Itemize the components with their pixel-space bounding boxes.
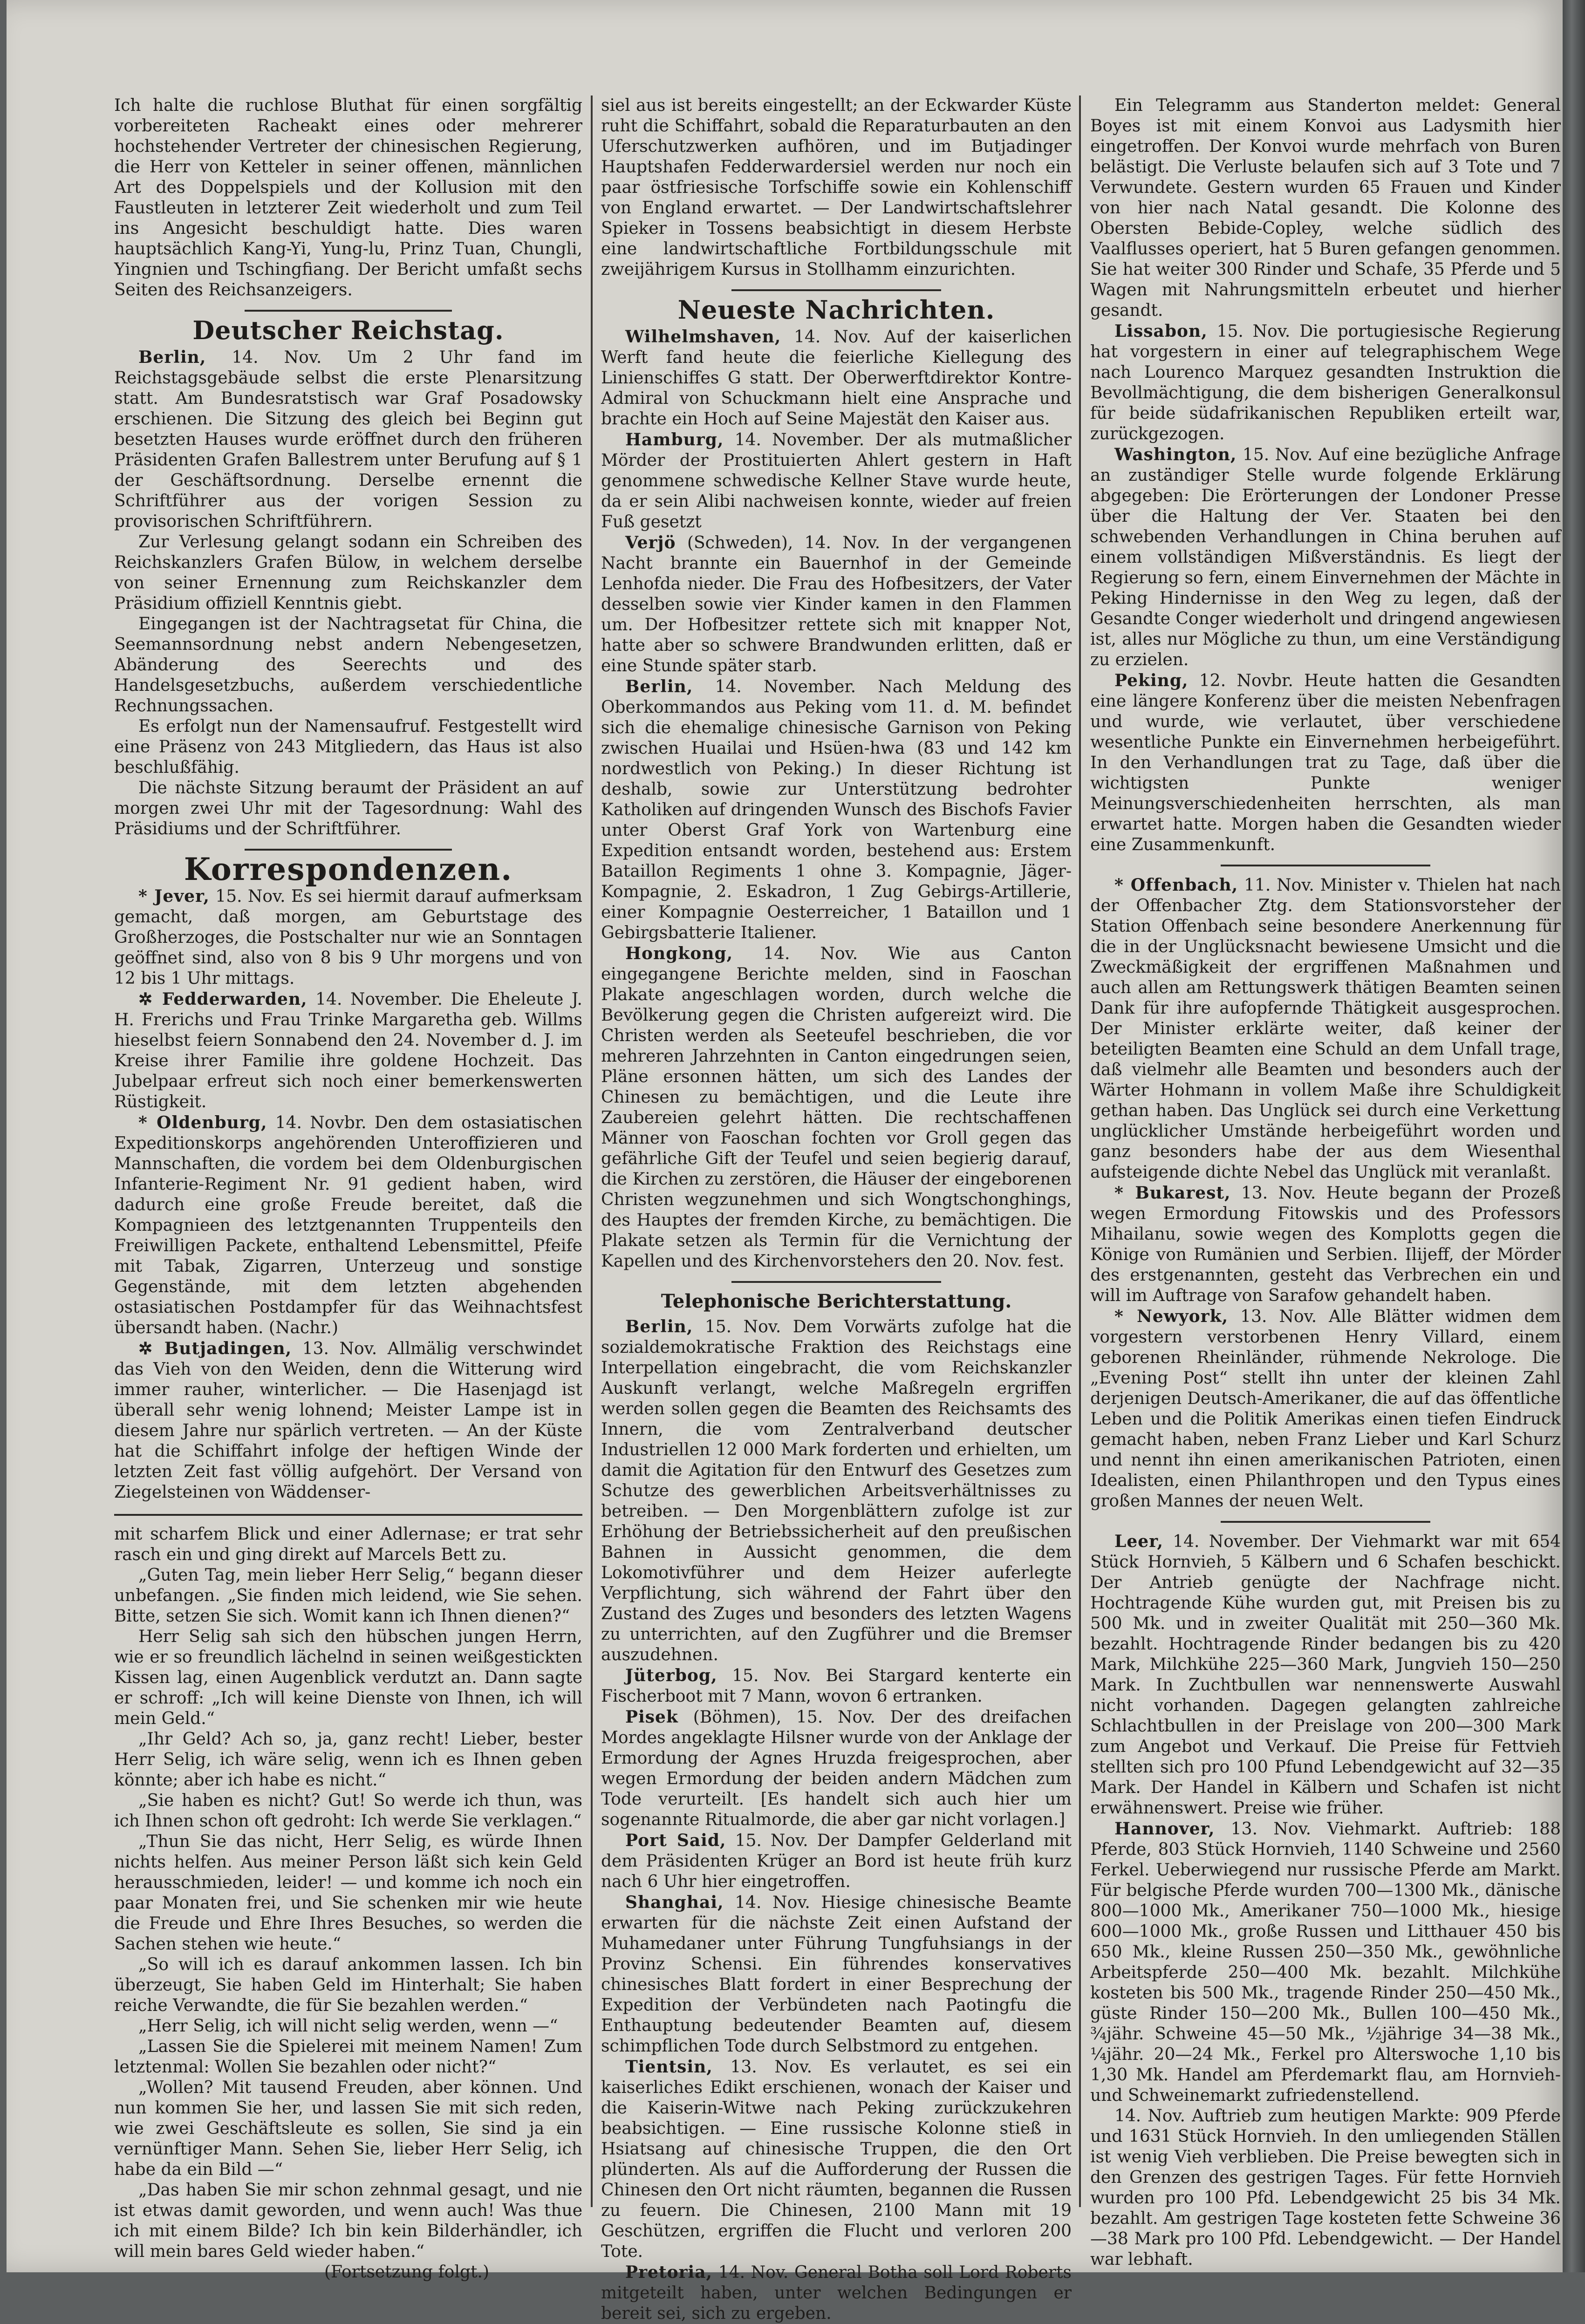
dateline-place: * Jever, [138, 886, 210, 906]
reichstag-paragraph: Die nächste Sitzung beraumt der Präsident an auf morgen zwei Uhr mit der Tagesordnung: Wahl des Präsidiums und der Schriftführer. [114, 778, 582, 838]
news-item [1090, 321, 1561, 444]
dateline-place: Tientsin, [625, 2057, 713, 2077]
article-text: 15. Nov. Bei Stargard kenterte ein Fischerboot mit 7 Mann, wovon 6 ertranken. [601, 1666, 1072, 1706]
dateline-place: Wilhelmshaven, [625, 327, 781, 347]
market-report [1090, 1531, 1561, 1819]
dateline-place: Port Said, [625, 1831, 726, 1850]
feuilleton-paragraph: „Das haben Sie mir schon zehnmal gesagt, und nie ist etwas damit geworden, und wenn auch! Was thue ich mit einem Bilde? Ich bin kein Bilderhändler, ich will mein bares Geld wieder haben.“ [114, 2181, 582, 2261]
news-item [1090, 1183, 1561, 1306]
feuilleton-paragraph: „So will ich es darauf ankommen lassen. Ich bin überzeugt, Sie haben Geld im Hinterhalt; Sie haben reiche Verwandte, die für Sie bezahlen werden.“ [114, 1955, 582, 2015]
dateline-place: Berlin, [138, 348, 206, 367]
section-rule [731, 1281, 941, 1283]
feuilleton-rule [114, 1514, 582, 1516]
article-text: 13. Nov. Alle Blätter widmen dem vorgestern verstorbenen Henry Villard, einem geborenen Rheinländer, rühmende Nekrologe. Die „Evening Post“ stellt ihn unter der kleinen Zahl derjenigen Deutsch-Amerikaner, die auf das öffentliche Leben und die Politik Amerikas einen tiefen Eindruck gemacht haben, neben Franz Lieber und Karl Schurz und nennt ihn einen amerikanischen Patrioten, einen Idealisten, einen Philanthropen und den Typus eines großen Mannes der neuen Welt. [1090, 1307, 1561, 1511]
article-text: 15. Nov. Es sei hiermit darauf aufmerksam gemacht, daß morgen, am Geburtstage des Großherzoges, die Postschalter nur wie an Sonntagen geöffnet sind, also von 8 bis 9 Uhr morgens und von 12 bis 1 Uhr mittags. [114, 887, 582, 988]
feuilleton-paragraph: „Thun Sie das nicht, Herr Selig, es würde Ihnen nichts helfen. Aus meiner Person läßt sich kein Geld herausschmieden, leider! — und komme ich noch ein paar Monaten frei, und Sie schenken mir wie heute die Freude und Ehre Ihres Besuches, so werden die Sachen stehen wie heute.“ [114, 1832, 582, 1954]
reichstag-report [114, 347, 582, 532]
column-1 [114, 95, 582, 2282]
section-rule [1221, 1521, 1430, 1523]
dateline-place: ✲ Fedderwarden, [138, 989, 307, 1009]
dateline-place: * Oldenburg, [138, 1113, 267, 1132]
reichstag-paragraph: Es erfolgt nun der Namensaufruf. Festgestellt wird eine Präsenz von 243 Mitgliedern, das Haus ist also beschlußfähig. [114, 717, 582, 777]
dateline-place: Jüterbog, [625, 1666, 717, 1685]
section-rule [245, 849, 452, 851]
article-text: (Schweden), 14. Nov. In der vergangenen Nacht brannte ein Bauernhof in der Gemeinde Lenhofda nieder. Die Frau des Hofbesitzers, der Vater desselben sowie vier Kinder kamen in den Flammen um. Der Hofbesitzer rettete sich mit knapper Not, hatte aber so schwere Brandwunden erlitten, daß er eine Stunde später starb. [601, 533, 1072, 675]
news-item [601, 1830, 1072, 1892]
market-report: 14. Nov. Auftrieb zum heutigen Markte: 909 Pferde und 1631 Stück Hornvieh. In den umliegenden Ställen ist wenig Vieh verblieben. Die Preise bewegten sich in den Grenzen des gestrigen Tages. Für fette Hornvieh wurden pro 100 Pfd. Lebendgewicht 25 bis 34 Mk. bezahlt. Am gestrigen Tage kosteten fette Schweine 36—38 Mark pro 100 Pfd. Lebendgewicht. — Der Handel war lebhaft. [1090, 2106, 1561, 2269]
dateline-place: Peking, [1114, 671, 1189, 690]
feuilleton-paragraph: mit scharfem Blick und einer Adlernase; er trat sehr rasch ein und ging direkt auf Marcels Bett zu. [114, 1525, 582, 1564]
dateline-place: Hamburg, [625, 430, 724, 450]
article-text: 14. Nov. General Botha soll Lord Roberts mitgeteilt haben, unter welchen Bedingungen er bereit sei, sich zu ergeben. [601, 2263, 1072, 2323]
reichstag-paragraph: Zur Verlesung gelangt sodann ein Schreiben des Reichskanzlers Grafen Bülow, in welchem derselbe von seiner Ernennung zum Reichskanzler dem Präsidium offiziell Kenntnis giebt. [114, 532, 582, 613]
telephone-report-heading: Telephonische Berichterstattung. [661, 1290, 1012, 1312]
market-report [1090, 1819, 1561, 2106]
feuilleton-paragraph: „Sie haben es nicht? Gut! So werde ich thun, was ich Ihnen schon oft gedroht: Ich werde Sie verklagen.“ [114, 1791, 582, 1831]
feuilleton-section [114, 1524, 582, 2283]
article-text: 14. Nov. Hiesige chinesische Beamte erwarten für die nächste Zeit einen Aufstand der Muhamedaner unter Führung Tungfuhsiangs in der Provinz Schensi. Ein führendes konservatives chinesisches Blatt fordert in einer Besprechung der Expedition der Verbündeten nach Paotingfu die Enthauptung bedeutender Beamten auf, diesem schimpflichen Tode durch Selbstmord zu entgehen. [601, 1893, 1072, 2056]
dateline-place: Pisek [625, 1707, 678, 1727]
dateline-place: ✲ Butjadingen, [138, 1339, 292, 1358]
news-item [1090, 444, 1561, 670]
news-item [601, 532, 1072, 676]
column-divider-2 [1079, 95, 1081, 2207]
news-item [601, 943, 1072, 1272]
news-item [601, 429, 1072, 532]
column-divider-1 [591, 95, 593, 2207]
column-3 [1090, 95, 1561, 2269]
latest-news-heading: Neueste Nachrichten. [677, 295, 995, 325]
article-text: 15. Nov. Auf eine bezügliche Anfrage an zuständiger Stelle wurde folgende Erklärung abgegeben: Die Erörterungen der Londoner Presse über die Haltung der Ver. Staaten bei den schwebenden Verhandlungen in China beruhen auf einem vollständigen Mißverständnis. Es liegt der Regierung so fern, einem Einvernehmen der Mächte in Peking Hindernisse in den Weg zu legen, daß der Gesandte Conger wiederholt und dringend angewiesen ist, alles nur Mögliche zu thun, um eine Verständigung zu erzielen. [1090, 445, 1561, 669]
news-item [601, 2262, 1072, 2324]
article-text: 15. Nov. Der Dampfer Gelderland mit dem Präsidenten Krüger an Bord ist heute früh kurz nach 6 Uhr hier eingetroffen. [601, 1831, 1072, 1891]
dateline-place: * Newyork, [1114, 1307, 1229, 1326]
section-rule [1221, 865, 1430, 866]
dateline-place: Hannover, [1114, 1819, 1215, 1839]
article-text: 14. November. Der als mutmaßlicher Mörder der Prostituierten Ahlert gestern in Haft genommene schwedische Kellner Stave wurde heute, da er sein Alibi nachweisen konnte, wieder auf freien Fuß gesetzt [601, 430, 1072, 532]
article-text: 14. November. Die Eheleute J. H. Frerichs und Frau Trinke Margaretha geb. Willms hieselbst feiern Sonnabend den 24. November d. J. im Kreise ihrer Familie ihre goldene Hochzeit. Das Jubelpaar erfreut sich noch einer bemerkenswerten Rüstigkeit. [114, 990, 582, 1111]
news-item [601, 327, 1072, 429]
reichstag-heading: Deutscher Reichstag. [192, 315, 504, 345]
news-item [114, 989, 582, 1112]
dateline-place: Shanghai, [625, 1893, 724, 1912]
dateline-place: Verjö [625, 533, 676, 552]
article-text: (Böhmen), 15. Nov. Der des dreifachen Mordes angeklagte Hilsner wurde von der Anklage der Ermordung der Agnes Hruzda freigesprochen, aber wegen Ermordung der beiden andern Mädchen zum Tode verurteilt. [Es handelt sich auch hier um sogenannte Ritualmorde, die aber gar nicht vorlagen.] [601, 1708, 1072, 1829]
section-rule [245, 310, 452, 312]
news-item [1090, 1306, 1561, 1512]
news-item [601, 1892, 1072, 2057]
article-text: 13. Nov. Es verlautet, es sei ein kaiserliches Edikt erschienen, wonach der Kaiser und die Kaiserin-Witwe nach Peking zurückzukehren beabsichtigen. — Eine russische Kolonne stieß in Hsiatsang auf chinesische Truppen, die den Ort plünderten. Als auf die Aufforderung der Russen die Chinesen den Ort nicht räumten, begannen die Russen zu feuern. Die Chinesen, 2100 Mann mit 19 Geschützen, ergriffen die Flucht und verloren 200 Tote. [601, 2058, 1072, 2261]
feuilleton-paragraph: „Ihr Geld? Ach so, ja, ganz recht! Lieber, bester Herr Selig, ich wäre selig, wenn ich es Ihnen geben könnte; aber ich habe es nicht.“ [114, 1730, 582, 1790]
article-text: 14. Nov. Auf der kaiserlichen Werft fand heute die feierliche Kiellegung des Linienschiffes G statt. Der Oberwerftdirektor Kontre-Admiral von Schuckmann hielt eine Ansprache und brachte ein Hoch auf Seine Majestät den Kaiser aus. [601, 327, 1072, 429]
news-item [114, 1112, 582, 1338]
article-text: 14. November. Nach Meldung des Oberkommandos aus Peking vom 11. d. M. befindet sich die ehemalige chinesische Garnison von Peking zwischen Huailai und Hsüen-hwa (83 und 142 km nordwestlich von Peking.) In dieser Richtung ist deshalb, sowie zur Unterstützung bedrohter Katholiken auf dringenden Wunsch des Bischofs Favier unter Oberst Graf York von Wartenburg eine Expedition entsandt worden, bestehend aus: Erstem Bataillon Regiments 1 ohne 3. Kompagnie, Jäger-Kompagnie, 2. Eskadron, 1 Zug Gebirgs-Artillerie, einer Kompagnie Oesterreicher, 1 Bataillon und 1 Gebirgsbatterie Italiener. [601, 677, 1072, 942]
dateline-place: Washington, [1114, 445, 1237, 464]
article-text: 11. Nov. Minister v. Thielen hat nach der Offenbacher Ztg. dem Stationsvorsteher der Station Offenbach seine besondere Anerkennung für die in der Unglücksnacht bewiesene Umsicht und die Zweckmäßigkeit der ergriffenen Maßnahmen und auch allen am Rettungswerk thätigen Beamten seinen Dank für ihre aufopfernde Thätigkeit ausgesprochen. Der Minister erklärte weiter, daß keiner der beteiligten Beamten eine Schuld an dem Unfall trage, daß vielmehr alle Beamten und besonders auch der Wärter Hohmann in vollem Maße ihre Schuldigkeit gethan haben. Das Unglück sei durch eine Verkettung unglücklicher Umstände herbeigeführt worden und ganz besonders habe der aus dem Wiesenthal aufsteigende dichte Nebel das Unglück mit veranlaßt. [1090, 876, 1561, 1182]
article-text: 14. Nov. Um 2 Uhr fand im Reichstagsgebäude selbst die erste Plenarsitzung statt. Am Bundesratstisch war Graf Posadowsky erschienen. Die Sitzung des gleich bei Beginn gut besetzten Hauses wurde eröffnet durch den früheren Präsidenten Grafen Ballestrem unter Berufung auf § 1 der Geschäftsordnung. Derselbe ernennt die Schriftführer aus der vorigen Session zu provisorischen Schriftführern. [114, 348, 582, 531]
news-item [601, 1665, 1072, 1707]
dateline-place: * Bukarest, [1114, 1183, 1231, 1203]
article-text: 14. November. Der Viehmarkt war mit 654 Stück Hornvieh, 5 Kälbern und 6 Schafen beschickt. Der Antrieb genügte der Nachfrage nicht. Hochtragende Kühe wurden gut, mit Preisen bis zu 500 Mk. und in zweiter Qualität mit 250—360 Mk. bezahlt. Hochtragende Rinder bedangen bis zu 420 Mark, Milchkühe 225—360 Mark, Jungvieh 150—250 Mark. In Zuchtbullen war nennenswerte Auswahl nicht vorhanden. Dagegen gelangten zahlreiche Schlachtbullen in der Preislage von 200—300 Mark zum Angebot und Verkauf. Die Preise für Fettvieh stellten sich pro 100 Pfund Lebendgewicht auf 32—35 Mark. Der Handel in Kälbern und Schafen ist nicht erwähnenswert. Preise wie früher. [1090, 1532, 1561, 1818]
news-item [114, 886, 582, 989]
news-item [601, 2057, 1072, 2262]
article-text: 13. Nov. Heute begann der Prozeß wegen Ermordung Fitowskis und des Professors Mihailanu, sowie wegen des Komplotts gegen die Könige von Rumänien und Serbien. Ilijeff, der Mörder des erstgenannten, gesteht das Verbrechen ein und will im Auftrage von Sarafow gehandelt haben. [1090, 1184, 1561, 1305]
dateline-place: Berlin, [625, 677, 693, 696]
news-item [601, 1707, 1072, 1830]
article-text: 13. Nov. Allmälig verschwindet das Vieh von den Weiden, denn die Witterung wird immer rauher, winterlicher. — Die Hasenjagd ist überall sehr wenig lohnend; Meister Lampe ist in diesem Jahre nur spärlich vertreten. — An der Küste hat die Schiffahrt infolge der heftigen Winde der letzten Zeit fast völlig aufgehört. Der Versand von Ziegelsteinen von Wäddenser- [114, 1339, 582, 1502]
article-text: 14. Nov. Wie aus Canton eingegangene Berichte melden, sind in Faoschan Plakate angeschlagen worden, durch welche die Bevölkerung gegen die Christen aufgereizt wird. Die Christen werden als Seeteufel beschrieben, die vor mehreren Jahrzehnten in Canton eingedrungen seien, Pläne ersonnen hätten, um sich des Landes der Chinesen zu bemächtigen, und die Leute ihre Zaubereien gelehrt hätten. Die rechtschaffenen Männer von Faoschan fochten vor Groll gegen das gefährliche Gift der Teufel und seien begierig darauf, die Kirchen zu zerstören, die Häuser der eingeborenen Christen wegzunehmen und sich Wongtschonghings, des Hauptes der fremden Kirche, zu bemächtigen. Die Plakate setzen als Termin für die Vernichtung der Kapellen und des Kirchenvorstehers den 20. Nov. fest. [601, 944, 1072, 1271]
article-text: 12. Novbr. Heute hatten die Gesandten eine längere Konferenz über die meisten Nebenfragen und wurde, wie verlautet, über verschiedene wesentliche Punkte ein Einvernehmen herbeigeführt. In den Verhandlungen trat zu Tage, daß über die wichtigsten Punkte weniger Meinungsverschiedenheiten herrschten, als man erwartet hatte. Morgen haben die Gesandten wieder eine Zusammenkunft. [1090, 671, 1561, 854]
continuation-note: (Fortsetzung folgt.) [324, 2263, 489, 2282]
column-2 [601, 95, 1072, 2323]
article-text: 13. Nov. Viehmarkt. Auftrieb: 188 Pferde, 803 Stück Hornvieh, 1140 Schweine und 2560 Ferkel. Ueberwiegend nur russische Pferde am Markt. Für belgische Pferde wurden 700—1300 Mk., dänische 800—1000 Mk., Amerikaner 750—1000 Mk., hiesige 600—1000 Mk., große Russen und Litthauer 450 bis 650 Mk., kleine Russen 250—350 Mk., gewöhnliche Arbeitspferde 250—400 Mk. bezahlt. Milchkühe kosteten bis 500 Mk., tragende Rinder 250—450 Mk., güste Rinder 150—200 Mk., Bullen 100—450 Mk., ¾jähr. Schweine 45—50 Mk., ½jährige 34—38 Mk., ¼jähr. 20—24 Mk., Ferkel pro Alterswoche 1,10 bis 1,30 Mk. Handel am Pferdemarkt flau, am Hornvieh- und Schweinemarkt zufriedenstellend. [1090, 1820, 1561, 2105]
section-rule [731, 289, 941, 291]
article-text: 14. Novbr. Den dem ostasiatischen Expeditionskorps angehörenden Unteroffizieren und Mannschaften, die vordem bei dem Oldenburgischen Infanterie-Regiment Nr. 91 gedient haben, wird dadurch eine große Freude bereitet, daß die Kompagnieen des letztgenannten Truppenteils den Freiwilligen Packete, enthaltend Lebensmittel, Pfeife mit Tabak, Zigarren, Unterzeug und sonstige Gegenstände, mit dem letzten abgehenden ostasiatischen Postdampfer für das Weihnachtsfest übersandt haben. (Nachr.) [114, 1113, 582, 1337]
telegram-paragraph: Ein Telegramm aus Standerton meldet: General Boyes ist mit einem Konvoi aus Ladysmith hier eingetroffen. Der Konvoi wurde mehrfach von Buren belästigt. Die Verluste belaufen sich auf 3 Tote und 7 Verwundete. Gestern wurden 65 Frauen und Kinder von hier nach Natal gesandt. Die Kolonne des Obersten Bebide-Copley, welche südlich des Vaalflusses operiert, hat 5 Buren gefangen genommen. Sie hat weiter 300 Rinder und Schafe, 35 Pferde und 5 Wagen mit Nahrungsmitteln erbeutet und hierher gesandt. [1090, 96, 1561, 320]
article-text: 15. Nov. Die portugiesische Regierung hat vorgestern in einer auf telegraphischem Wege nach Lourenco Marquez gesandten Instruktion die Bevollmächtigung, die dem bisherigen Generalkonsul für beide südafrikanischen Republiken erteilt war, zurückgezogen. [1090, 322, 1561, 443]
feuilleton-paragraph: „Herr Selig, ich will nicht selig werden, wenn —“ [138, 2017, 558, 2036]
news-item [601, 676, 1072, 943]
dateline-place: Hongkong, [625, 944, 733, 963]
dateline-place: Berlin, [625, 1317, 693, 1336]
news-item [1090, 670, 1561, 855]
feuilleton-paragraph: „Lassen Sie die Spielerei mit meinem Namen! Zum letztenmal: Wollen Sie bezahlen oder nicht?“ [114, 2037, 582, 2077]
feuilleton-paragraph: „Guten Tag, mein lieber Herr Selig,“ begann dieser unbefangen. „Sie finden mich leidend, wie Sie sehen. Bitte, setzen Sie sich. Womit kann ich Ihnen dienen?“ [114, 1566, 582, 1626]
feuilleton-paragraph: Herr Selig sah sich den hübschen jungen Herrn, wie er so freundlich lächelnd in seinen weißgestickten Kissen lag, einen Augenblick verdutzt an. Dann sagte er schroff: „Ich will keine Dienste von Ihnen, ich will mein Geld.“ [114, 1627, 582, 1728]
page-edge-shadow [1563, 0, 1585, 2272]
article-text: 15. Nov. Dem Vorwärts zufolge hat die sozialdemokratische Fraktion des Reichstags eine Interpellation eingebracht, die vom Reichskanzler Auskunft verlangt, welche Maßregeln ergriffen werden sollen gegen die Beamten des Reichsamts des Innern, die vom Zentralverband deutscher Industriellen 12 000 Mark forderten und erhielten, um damit die Agitation für den Entwurf des Gesetzes zum Schutze des gewerblichen Arbeitsverhältnisses zu betreiben. — Den Morgenblättern zufolge ist zur Erhöhung der Betriebssicherheit auf den preußischen Bahnen in Aussicht genommen, die dem Lokomotivführer und dem Heizer auferlegte Verpflichtung, sich während der Fahrt über den Zustand des Zuges und besonders des letzten Wagens zu unterrichten, auf den Zugführer und die Bremser auszudehnen. [601, 1317, 1072, 1664]
news-item [114, 1338, 582, 1503]
news-item [601, 1316, 1072, 1665]
continued-paragraph: siel aus ist bereits eingestellt; an der Eckwarder Küste ruht die Schiffahrt, sobald die Reparaturbauten an den Uferschutzwerken aufhören, und im Butjadinger Hauptshafen Fedderwardersiel werden nur noch ein paar östfriesische Torfschiffe sowie ein Kohlenschiff von England erwartet. — Der Landwirtschaftslehrer Spieker in Tossens beabsichtigt in diesem Herbste eine landwirtschaftliche Fortbildungsschule mit zweijährigem Kursus in Stollhamm einzurichten. [601, 96, 1072, 279]
reichstag-paragraph: Eingegangen ist der Nachtragsetat für China, die Seemannsordnung nebst andern Nebengesetzen, Abänderung des Seerechts und des Handelsgesetzbuchs, außerdem verschiedentliche Rechnungssachen. [114, 614, 582, 716]
dateline-place: * Offenbach, [1114, 875, 1238, 895]
feuilleton-paragraph: „Wollen? Mit tausend Freuden, aber können. Und nun kommen Sie her, und lassen Sie mit sich reden, wie zwei Geschäftsleute es sollen, Sie sind ja ein vernünftiger Mann. Sehen Sie, lieber Herr Selig, ich habe da ein Bild —“ [114, 2078, 582, 2179]
dateline-place: Leer, [1114, 1532, 1164, 1551]
dateline-place: Pretoria, [625, 2263, 713, 2282]
intro-paragraph: Ich halte die ruchlose Bluthat für einen sorgfältig vorbereiteten Racheakt eines oder mehrerer hochstehender Vertreter der chinesischen Regierung, die Herr von Ketteler in seiner offenen, männlichen Art des Doppelspiels und der Kollusion mit den Faustleuten in letzterer Zeit wiederholt und zum Teil ins Angesicht beschuldigt hatte. Dies waren hauptsächlich Kang-Yi, Yung-lu, Prinz Tuan, Chungli, Yingnien und Tschingfiang. Der Bericht umfaßt sechs Seiten des Reichsanzeigers. [114, 96, 582, 300]
correspondence-heading: Korrespondenzen. [184, 851, 513, 887]
news-item [1090, 875, 1561, 1183]
dateline-place: Lissabon, [1114, 321, 1208, 341]
